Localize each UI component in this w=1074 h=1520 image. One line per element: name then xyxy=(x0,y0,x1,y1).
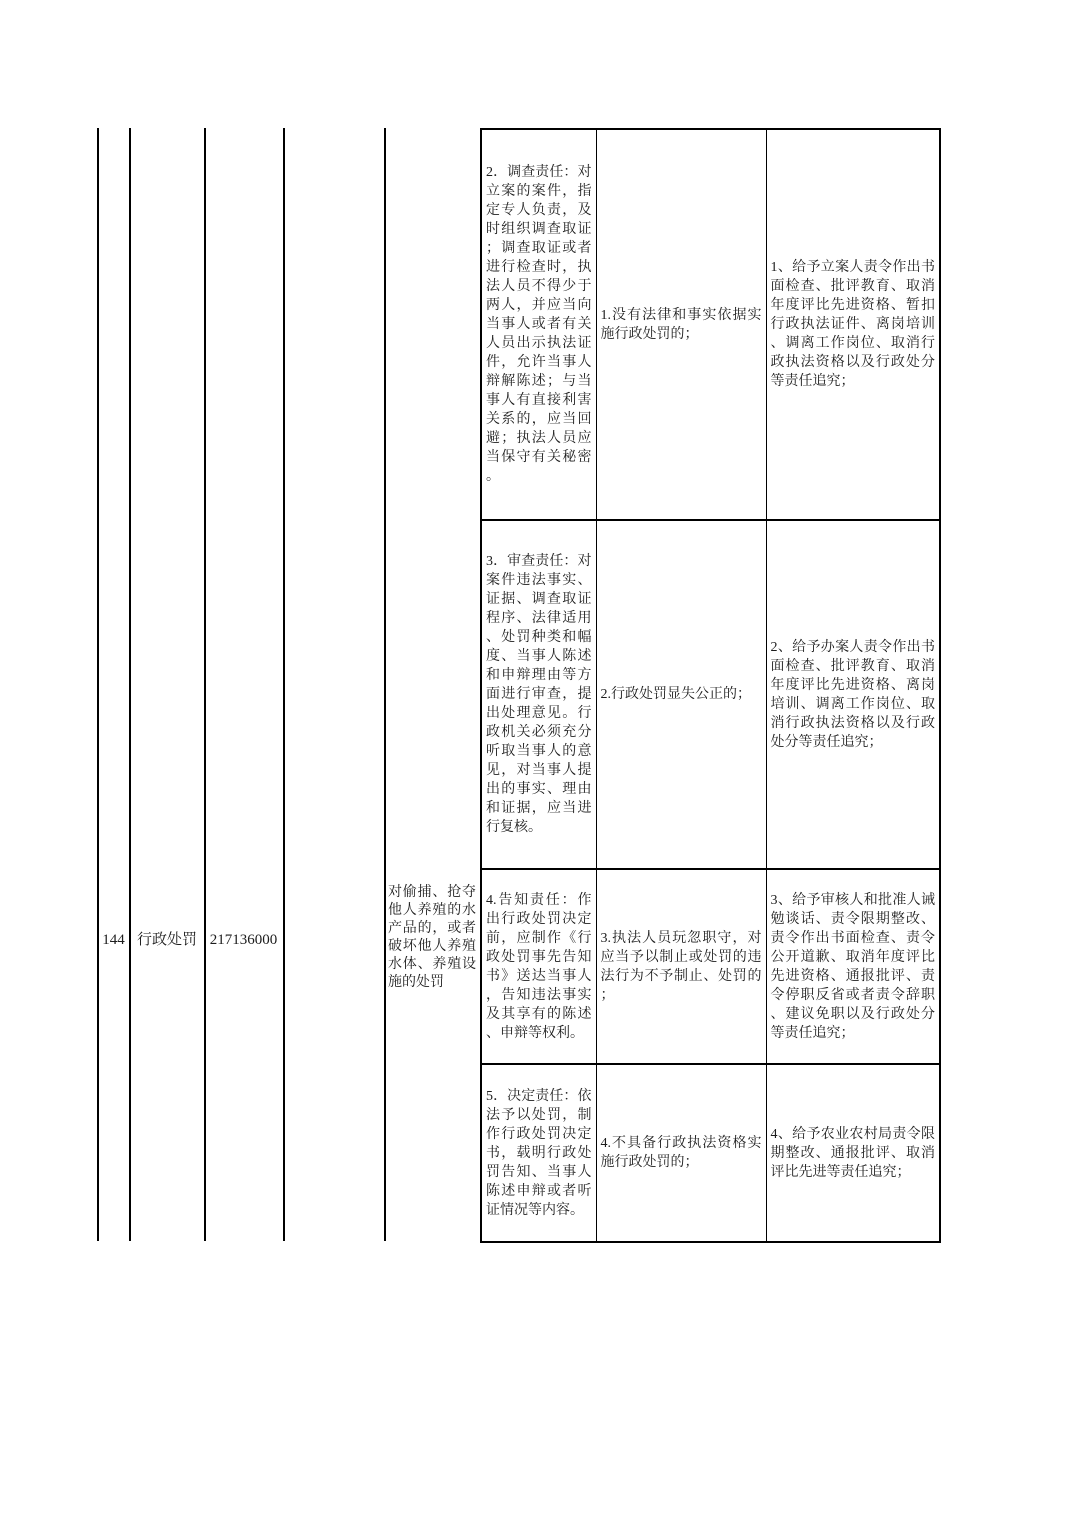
table-row xyxy=(481,520,940,869)
column-rule-1 xyxy=(97,128,99,1241)
column-rule-2 xyxy=(129,128,131,1241)
table-row xyxy=(481,1064,940,1242)
duty-cell-3: 4.告知责任：作出行政处罚决定前，应制作《行政处罚事先告知书》送达当事人，告知违法事实及其享有的陈述、申辩等权利。 xyxy=(481,869,596,1064)
column-rule-5 xyxy=(384,128,386,1241)
power-code-cell: 217136000 xyxy=(209,932,278,948)
accountability-cell-1: 1、给予立案人责令作出书面检查、批评教育、取消年度评比先进资格、暂扣行政执法证件、离岗培训、调离工作岗位、取消行政执法资格以及行政处分等责任追究； xyxy=(766,129,940,520)
responsibility-table xyxy=(480,128,941,1243)
accountability-cell-4: 4、给予农业农村局责令限期整改、通报批评、取消评比先进等责任追究； xyxy=(766,1064,940,1242)
duty-cell-2: 3．审查责任：对案件违法事实、证据、调查取证程序、法律适用、处罚种类和幅度、当事人陈述和申辩理由等方面进行审查，提出处理意见。行政机关必须充分听取当事人的意见，对当事人提出的事实、理由和证据，应当进行复核。 xyxy=(481,520,596,869)
column-rule-4 xyxy=(283,128,285,1241)
row-number-cell: 144 xyxy=(102,932,125,948)
table-row xyxy=(481,129,940,520)
circumstance-cell-1: 1.没有法律和事实依据实施行政处罚的； xyxy=(596,129,766,520)
duty-cell-1: 2．调查责任：对立案的案件，指定专人负责，及时组织调查取证；调查取证或者进行检查时，执法人员不得少于两人，并应当向当事人或者有关人员出示执法证件，允许当事人辩解陈述；与当事人有直接利害关系的，应当回避；执法人员应当保守有关秘密。 xyxy=(481,129,596,520)
power-name-cell: 对偷捕、抢夺他人养殖的水产品的，或者破坏他人养殖水体、养殖设施的处罚 xyxy=(388,885,476,990)
table-row xyxy=(481,869,940,1064)
accountability-cell-2: 2、给予办案人责令作出书面检查、批评教育、取消年度评比先进资格、离岗培训、调离工作岗位、取消行政执法资格以及行政处分等责任追究； xyxy=(766,520,940,869)
power-type-cell: 行政处罚 xyxy=(136,932,197,948)
circumstance-cell-4: 4.不具备行政执法资格实施行政处罚的； xyxy=(596,1064,766,1242)
circumstance-cell-2: 2.行政处罚显失公正的； xyxy=(596,520,766,869)
duty-cell-4: 5．决定责任：依法予以处罚，制作行政处罚决定书，载明行政处罚告知、当事人陈述申辩或者听证情况等内容。 xyxy=(481,1064,596,1242)
accountability-cell-3: 3、给予审核人和批准人诫勉谈话、责令限期整改、责令作出书面检查、责令公开道歉、取消年度评比先进资格、通报批评、责令停职反省或者责令辞职、建议免职以及行政处分等责任追究； xyxy=(766,869,940,1064)
column-rule-3 xyxy=(204,128,206,1241)
circumstance-cell-3: 3.执法人员玩忽职守，对应当予以制止或处罚的违法行为不予制止、处罚的； xyxy=(596,869,766,1064)
